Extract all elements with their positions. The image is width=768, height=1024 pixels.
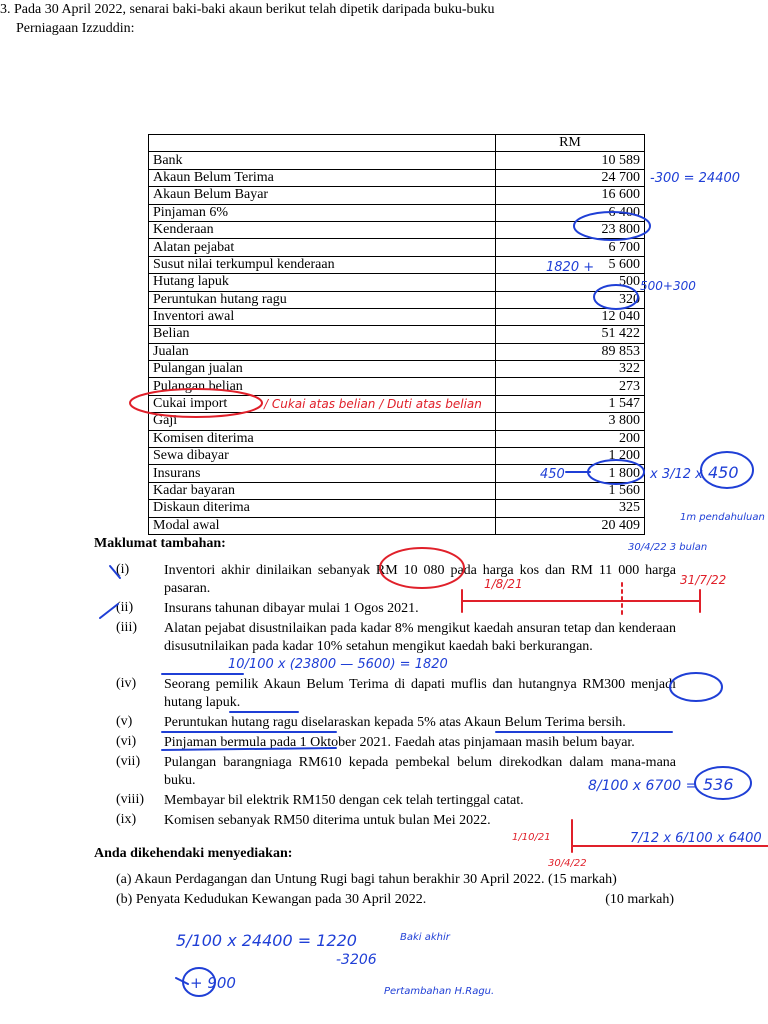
item-text: Pinjaman bermula pada 1 Oktober 2021. Faedah atas pinjamaan masih belum bayar.	[164, 735, 635, 750]
table-row	[149, 413, 645, 430]
annot-date-2: 31/7/22	[680, 573, 727, 587]
account-value: 89 853	[496, 343, 645, 360]
prh-calc-line	[176, 978, 188, 984]
table-row	[149, 395, 645, 412]
annot-pdate-2: 30/4/22	[548, 858, 587, 869]
required-heading: Anda dikehendaki menyediakan:	[94, 846, 293, 861]
account-value: 273	[496, 378, 645, 395]
table-row	[149, 378, 645, 395]
annot-prh: 500+300	[640, 279, 696, 293]
item-number: (vii)	[116, 754, 141, 769]
account-value: 12 040	[496, 308, 645, 325]
account-name: Kadar bayaran	[149, 482, 496, 499]
account-name: Peruntukan hutang ragu	[149, 291, 496, 308]
required-item-b: (b) Penyata Kedudukan Kewangan pada 30 April 2022. (10 markah)	[116, 892, 674, 907]
account-name: Gaji	[149, 413, 496, 430]
circle-536	[695, 767, 751, 799]
annot-kend-calc: 10/100 x (23800 — 5600) = 1820	[228, 657, 448, 672]
annot-ins-result: 450	[708, 463, 739, 482]
item-text: Peruntukan hutang ragu diselaraskan kepada 5% atas Akaun Belum Terima bersih.	[164, 715, 626, 730]
annot-sn: 1820 +	[546, 260, 595, 275]
circle-insurans-result	[701, 452, 753, 488]
item-text: Insurans tahunan dibayar mulai 1 Ogos 2021.	[164, 601, 419, 616]
account-value: 51 422	[496, 326, 645, 343]
item-number: (vi)	[116, 734, 137, 749]
account-name: Hutang lapuk	[149, 274, 496, 291]
item-number: (iv)	[116, 676, 137, 691]
account-value: 1 200	[496, 448, 645, 465]
account-value: 500	[496, 274, 645, 291]
item-number: (viii)	[116, 792, 144, 807]
annot-cukai: / Cukai atas belian / Duti atas belian	[264, 397, 482, 411]
item-number: (iii)	[116, 620, 137, 635]
account-name: Modal awal	[149, 517, 496, 534]
account-name: Insurans	[149, 465, 496, 482]
account-value: 23 800	[496, 221, 645, 238]
item-text: Inventori akhir dinilaikan sebanyak RM 10 080 pada harga kos dan RM 11 000 harga pasaran.	[164, 563, 676, 596]
account-name: Kenderaan	[149, 221, 496, 238]
table-row	[149, 204, 645, 221]
account-value: 5 600	[496, 256, 645, 273]
account-name: Bank	[149, 152, 496, 169]
account-name: Belian	[149, 326, 496, 343]
trial-balance-table	[148, 134, 645, 535]
table-row	[149, 291, 645, 308]
account-value: 16 600	[496, 187, 645, 204]
annot-ins-frac: x 3/12 x	[650, 467, 703, 482]
account-value: 1 547	[496, 395, 645, 412]
item-text: Alatan pejabat disustnilaikan pada kadar 8% mengikut kaedah ansuran tetap dan kenderaan disusutnilaikan pada kadar 10% setahun mengikut kaedah baki berkurangan.	[164, 621, 676, 654]
account-value: 1 800	[496, 465, 645, 482]
annot-ins-left: 450	[540, 467, 565, 482]
table-row	[149, 343, 645, 360]
table-row	[149, 448, 645, 465]
item-number: (i)	[116, 562, 130, 577]
item-number: (v)	[116, 714, 133, 729]
account-name: Pulangan jualan	[149, 361, 496, 378]
table-row	[149, 430, 645, 447]
table-row	[149, 326, 645, 343]
account-name: Pinjaman 6%	[149, 204, 496, 221]
account-value: 6 700	[496, 239, 645, 256]
account-name: Susut nilai terkumpul kenderaan	[149, 256, 496, 273]
table-row	[149, 169, 645, 186]
table-row	[149, 239, 645, 256]
item-text: Komisen sebanyak RM50 diterima untuk bulan Mei 2022.	[164, 813, 491, 828]
account-name: Pulangan belian	[149, 378, 496, 395]
account-name: Diskaun diterima	[149, 500, 496, 517]
table-row	[149, 482, 645, 499]
table-row	[149, 152, 645, 169]
question-line-2: Perniagaan Izzuddin:	[16, 21, 135, 36]
annot-pinj-calc: 7/12 x 6/100 x 6400	[630, 831, 762, 846]
account-value: 1 560	[496, 482, 645, 499]
table-row	[149, 517, 645, 534]
account-value: 6 400	[496, 204, 645, 221]
question-number: 3.	[0, 2, 11, 17]
table-row	[149, 221, 645, 238]
currency-header: RM	[496, 135, 645, 152]
annot-ins-note-1: 1m pendahuluan	[680, 512, 765, 523]
annot-ins-note-2: 30/4/22 3 bulan	[628, 542, 708, 553]
annot-date-1: 1/8/21	[484, 577, 523, 591]
account-value: 3 800	[496, 413, 645, 430]
item-text: Pulangan barangniaga RM610 kepada pembekal belum direkodkan dalam mana-mana buku.	[164, 755, 676, 788]
annot-prh-note-2: Pertambahan H.Ragu.	[384, 986, 495, 997]
required-item-b-marks: (10 markah)	[605, 892, 674, 907]
annot-pdate-1: 1/10/21	[512, 832, 551, 843]
account-value: 24 700	[496, 169, 645, 186]
item-number: (ix)	[116, 812, 137, 827]
account-name: Jualan	[149, 343, 496, 360]
circle-plus	[183, 968, 215, 996]
annot-prh-line-2: -3206	[336, 952, 377, 968]
account-name: Inventori awal	[149, 308, 496, 325]
annot-alat-result: 536	[703, 775, 734, 794]
additional-info-heading: Maklumat tambahan:	[94, 536, 226, 551]
item-number: (ii)	[116, 600, 134, 615]
circle-rm300	[670, 673, 722, 701]
account-name: Cukai import	[149, 395, 496, 412]
annot-alat-calc: 8/100 x 6700 =	[588, 778, 698, 794]
annot-prh-note-1: Baki akhir	[400, 932, 450, 943]
account-value: 325	[496, 500, 645, 517]
item-text: Membayar bil elektrik RM150 dengan cek telah tertinggal catat.	[164, 793, 524, 808]
table-header-row	[149, 135, 645, 152]
table-row	[149, 187, 645, 204]
account-name: Komisen diterima	[149, 430, 496, 447]
question-intro	[0, 0, 560, 38]
account-value: 20 409	[496, 517, 645, 534]
annot-prh-calc: 5/100 x 24400 = 1220	[176, 931, 357, 950]
item-text: Seorang pemilik Akaun Belum Terima di dapati muflis dan hutangnya RM300 menjadi hutang lapuk.	[164, 677, 676, 710]
table-row	[149, 308, 645, 325]
required-item-a: (a) Akaun Perdagangan dan Untung Rugi bagi tahun berakhir 30 April 2022. (15 markah)	[116, 872, 617, 887]
account-name: Alatan pejabat	[149, 239, 496, 256]
table-row	[149, 274, 645, 291]
table-row	[149, 256, 645, 273]
account-name: Akaun Belum Terima	[149, 169, 496, 186]
account-name: Sewa dibayar	[149, 448, 496, 465]
table-row	[149, 465, 645, 482]
account-name: Akaun Belum Bayar	[149, 187, 496, 204]
account-value: 320	[496, 291, 645, 308]
account-value: 200	[496, 430, 645, 447]
annot-abt: -300 = 24400	[650, 171, 741, 186]
table-row	[149, 361, 645, 378]
account-value: 10 589	[496, 152, 645, 169]
question-line-1: Pada 30 April 2022, senarai baki-baki akaun berikut telah dipetik daripada buku-buku	[14, 2, 495, 17]
table-row	[149, 500, 645, 517]
account-value: 322	[496, 361, 645, 378]
annot-prh-line-3: + 900	[190, 974, 236, 992]
